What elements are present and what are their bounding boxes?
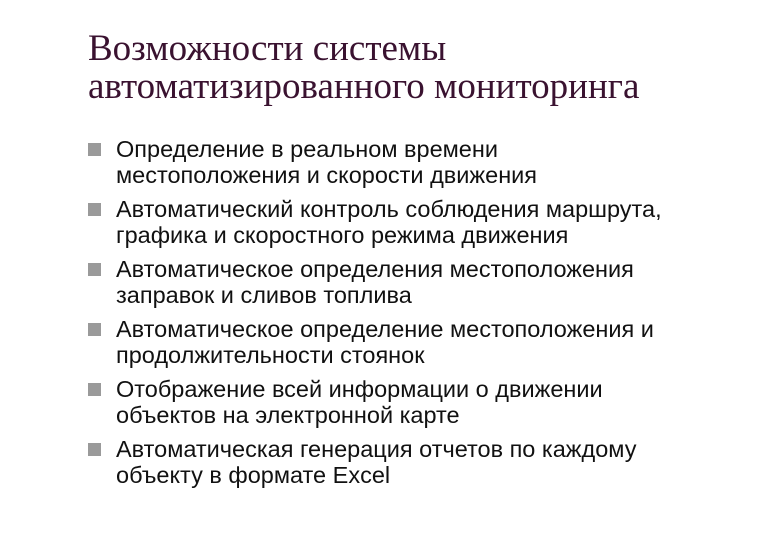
bullet-text xyxy=(116,436,768,488)
bullet-line: объекту в формате Excel xyxy=(116,462,391,488)
bullet-line: Автоматическое определения местоположения xyxy=(116,256,634,282)
bullet-line: Автоматический контроль соблюдения маршрута, xyxy=(116,196,662,222)
bullet-text xyxy=(116,376,768,428)
bullet-line: Определение в реальном времени xyxy=(116,136,498,162)
square-bullet-icon xyxy=(88,443,101,456)
bullet-text xyxy=(116,316,768,368)
bullet-text xyxy=(116,136,768,188)
square-bullet-icon xyxy=(88,203,101,216)
square-bullet-icon xyxy=(88,143,101,156)
bullet-line: Автоматическая генерация отчетов по каждому xyxy=(116,436,637,462)
square-bullet-icon xyxy=(88,323,101,336)
bullet-list xyxy=(88,136,768,496)
bullet-line: Автоматическое определение местоположения и xyxy=(116,316,654,342)
square-bullet-icon xyxy=(88,263,101,276)
bullet-line: продолжительности стоянок xyxy=(116,342,425,368)
bullet-line: графика и скоростного режима движения xyxy=(116,222,569,248)
bullet-item xyxy=(88,136,768,188)
bullet-item xyxy=(88,256,768,308)
title-line-2: автоматизированного мониторинга xyxy=(88,66,640,107)
bullet-item xyxy=(88,436,768,488)
bullet-item xyxy=(88,196,768,248)
bullet-item xyxy=(88,376,768,428)
bullet-line: объектов на электронной карте xyxy=(116,402,460,428)
bullet-text xyxy=(116,196,768,248)
bullet-item xyxy=(88,316,768,368)
square-bullet-icon xyxy=(88,383,101,396)
bullet-line: местоположения и скорости движения xyxy=(116,162,538,188)
slide-title xyxy=(88,30,758,106)
bullet-text xyxy=(116,256,768,308)
title-line-1: Возможности системы xyxy=(88,28,447,69)
bullet-line: Отображение всей информации о движении xyxy=(116,376,603,402)
bullet-line: заправок и сливов топлива xyxy=(116,282,412,308)
